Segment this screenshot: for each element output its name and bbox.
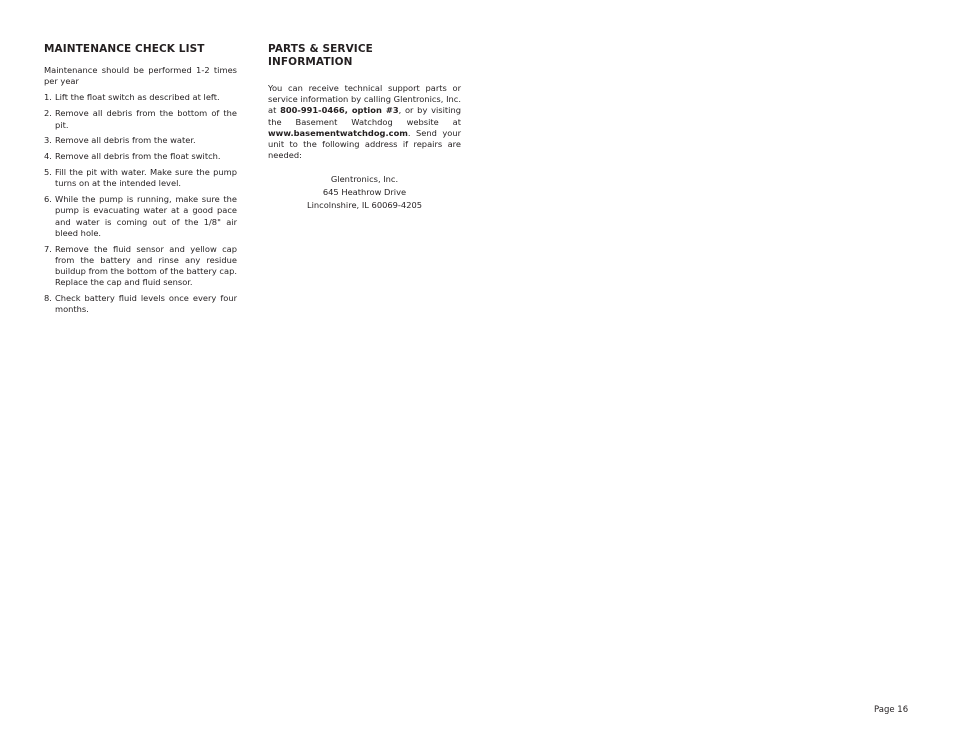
- list-item-text: Fill the pit with water. Make sure the pump turns on at the intended level.: [55, 167, 237, 189]
- maintenance-section: [44, 43, 237, 320]
- phone-number: 800-991-0466, option #3: [280, 105, 399, 116]
- mailing-address: [268, 173, 461, 212]
- contact-text-3: . Send your unit to the following address if repairs are needed:: [268, 127, 461, 161]
- list-item-number: 3.: [44, 135, 52, 146]
- list-item-text: Lift the float switch as described at left.: [55, 92, 220, 103]
- list-item-number: 2.: [44, 108, 52, 119]
- list-item: [44, 108, 237, 130]
- list-item: [44, 167, 237, 189]
- address-company: Glentronics, Inc.: [330, 174, 399, 185]
- page-number: Page 16: [874, 705, 909, 715]
- list-item-number: 6.: [44, 194, 52, 205]
- maintenance-intro: Maintenance should be performed 1-2 times per year: [44, 65, 237, 87]
- list-item-text: While the pump is running, make sure the pump is evacuating water at a good pace and water is coming out of the 1/8" air bleed hole.: [55, 194, 237, 238]
- list-item-number: 8.: [44, 293, 52, 304]
- parts-service-section: [268, 43, 461, 212]
- list-item-text: Check battery fluid levels once every four months.: [55, 293, 237, 315]
- list-item: [44, 92, 237, 103]
- list-item-number: 5.: [44, 167, 52, 178]
- address-street: 645 Heathrow Drive: [322, 187, 407, 198]
- maintenance-list: [44, 92, 237, 315]
- list-item-number: 4.: [44, 151, 52, 162]
- address-city: Lincolnshire, IL 60069-4205: [306, 200, 423, 211]
- list-item: [44, 151, 237, 162]
- contact-text-1: You can receive technical support parts or service information by calling Glentronics, Inc. at: [268, 83, 461, 116]
- list-item-text: Remove all debris from the bottom of the pit.: [55, 108, 237, 130]
- contact-paragraph: [268, 83, 461, 161]
- website-link: www.basementwatchdog.com: [268, 127, 408, 138]
- list-item: [44, 135, 237, 146]
- list-item: [44, 244, 237, 289]
- parts-heading: PARTS & SERVICE INFORMATION: [268, 43, 373, 68]
- list-item: [44, 194, 237, 239]
- list-item-text: Remove the fluid sensor and yellow cap from the battery and rinse any residue buildup from the bottom of the battery cap. Replace the cap and fluid sensor.: [55, 243, 237, 288]
- list-item-number: 7.: [44, 243, 52, 254]
- list-item: [44, 293, 237, 315]
- list-item-text: Remove all debris from the water.: [55, 135, 196, 146]
- contact-text-2: , or by visiting the Basement Watchdog website at: [268, 105, 462, 127]
- list-item-number: 1.: [44, 92, 52, 103]
- maintenance-heading: MAINTENANCE CHECK LIST: [44, 43, 205, 55]
- list-item-text: Remove all debris from the float switch.: [55, 151, 221, 162]
